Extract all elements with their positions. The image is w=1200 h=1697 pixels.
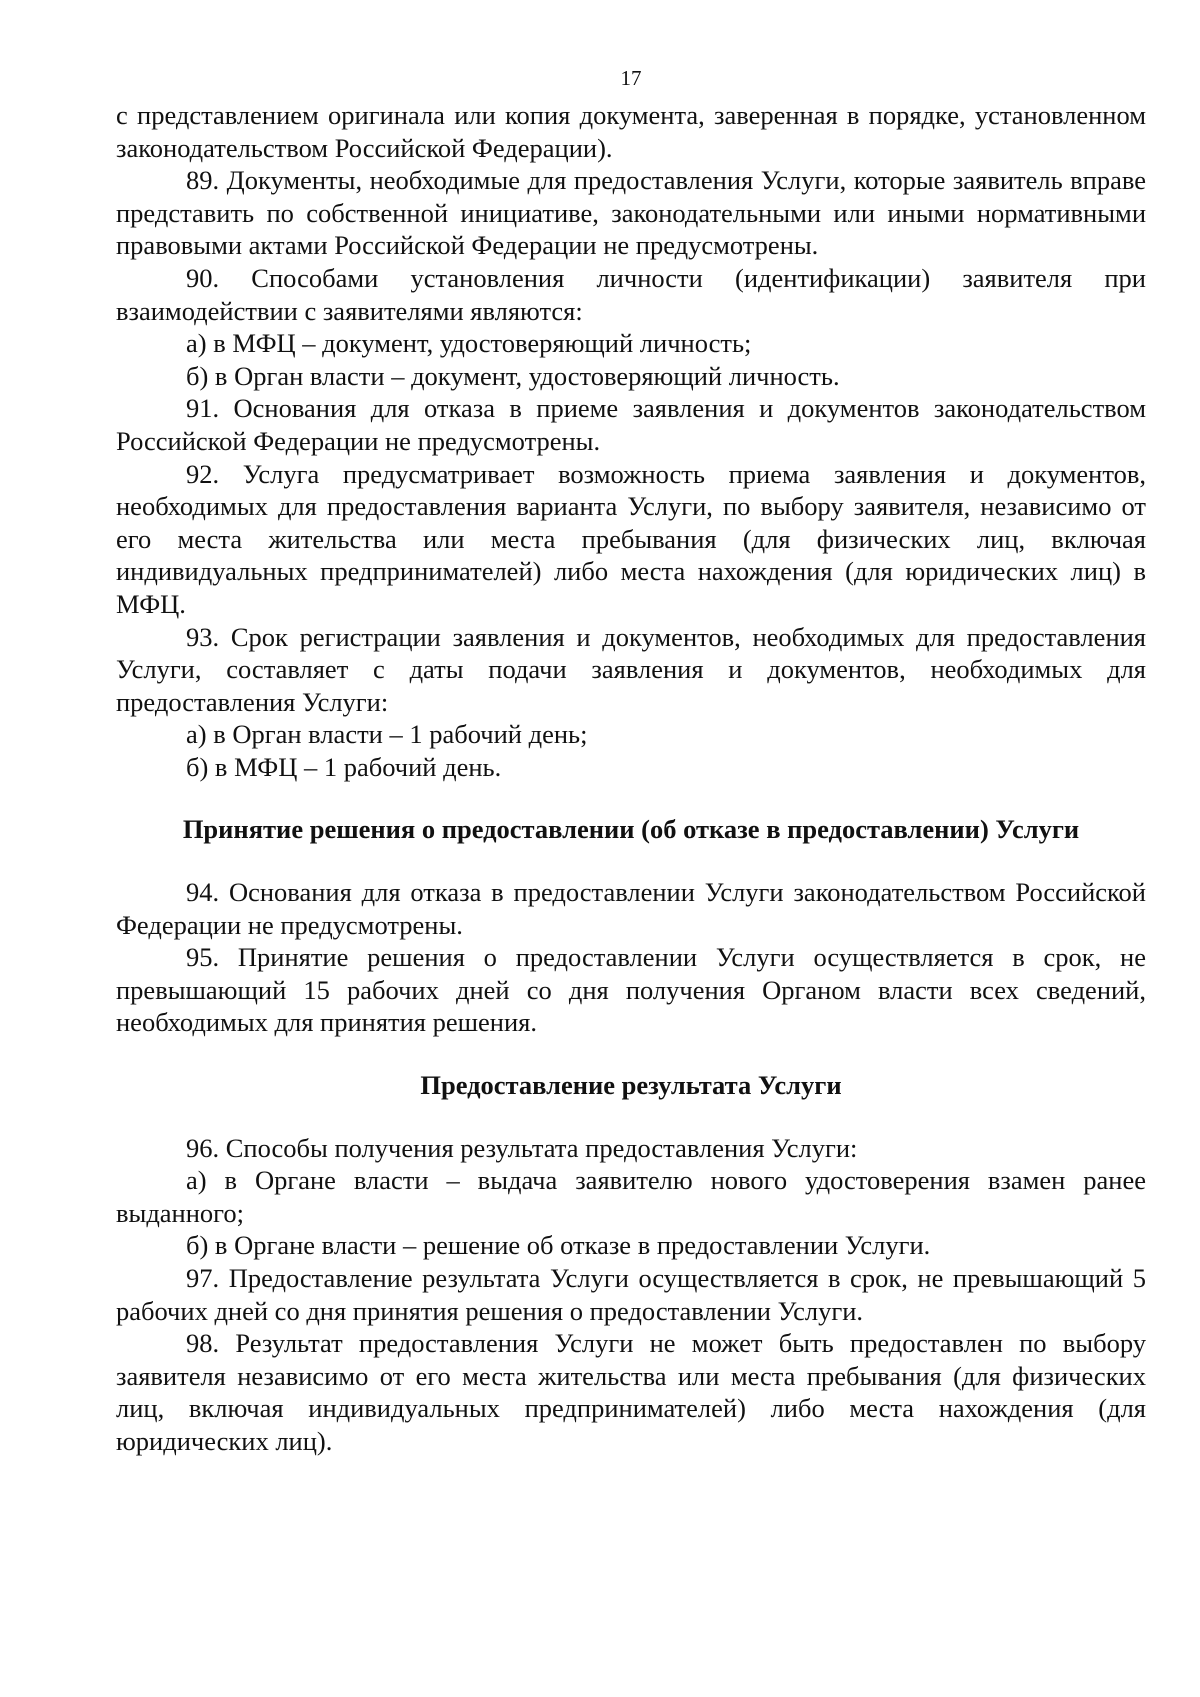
paragraph-98: 98. Результат предоставления Услуги не может быть предоставлен по выбору заявителя независимо от его места жительства или места пребывания (для физических лиц, включая индивидуальных предпринимателей) либо места нахождения (для юридических лиц).	[116, 1328, 1146, 1456]
document-page	[116, 64, 1146, 1458]
paragraph-continuation: с представлением оригинала или копия документа, заверенная в порядке, установленном законодательством Российской Федерации).	[116, 100, 1146, 163]
paragraph-93: 93. Срок регистрации заявления и документов, необходимых для предоставления Услуги, составляет с даты подачи заявления и документов, необходимых для предоставления Услуги:	[116, 621, 1146, 717]
paragraph-89: 89. Документы, необходимые для предоставления Услуги, которые заявитель вправе представить по собственной инициативе, законодательными или иными нормативными правовыми актами Российской Федерации не предусмотрены.	[116, 165, 1146, 261]
paragraph-90-b: б) в Орган власти – документ, удостоверяющий личность.	[186, 360, 840, 391]
paragraph-94: 94. Основания для отказа в предоставлении Услуги законодательством Российской Федерации не предусмотрены.	[116, 877, 1146, 940]
paragraph-95: 95. Принятие решения о предоставлении Услуги осуществляется в срок, не превышающий 15 рабочих дней со дня получения Органом власти всех сведений, необходимых для принятия решения.	[116, 942, 1146, 1038]
section-heading-result: Предоставление результата Услуги	[420, 1070, 842, 1101]
paragraph-92: 92. Услуга предусматривает возможность приема заявления и документов, необходимых для предоставления варианта Услуги, по выбору заявителя, независимо от его места жительства или места пребывания (для физических лиц, включая индивидуальных предпринимателей) либо места нахождения (для юридических лиц) в МФЦ.	[116, 458, 1146, 619]
paragraph-90: 90. Способами установления личности (идентификации) заявителя при взаимодействии с заявителями являются:	[116, 262, 1146, 326]
paragraph-97: 97. Предоставление результата Услуги осуществляется в срок, не превышающий 5 рабочих дней со дня принятия решения о предоставлении Услуги.	[116, 1263, 1146, 1326]
paragraph-90-a: а) в МФЦ – документ, удостоверяющий личность;	[186, 328, 752, 359]
paragraph-93-b: б) в МФЦ – 1 рабочий день.	[186, 751, 502, 782]
section-heading-decision: Принятие решения о предоставлении (об отказе в предоставлении) Услуги	[182, 814, 1080, 845]
paragraph-96: 96. Способы получения результата предоставления Услуги:	[186, 1132, 858, 1163]
paragraph-96-b: б) в Органе власти – решение об отказе в предоставлении Услуги.	[186, 1230, 931, 1261]
paragraph-93-a: а) в Орган власти – 1 рабочий день;	[186, 719, 588, 750]
page-number: 17	[620, 66, 642, 90]
paragraph-96-a: а) в Органе власти – выдача заявителю нового удостоверения взамен ранее выданного;	[116, 1165, 1146, 1228]
paragraph-91: 91. Основания для отказа в приеме заявления и документов законодательством Российской Федерации не предусмотрены.	[116, 393, 1146, 456]
